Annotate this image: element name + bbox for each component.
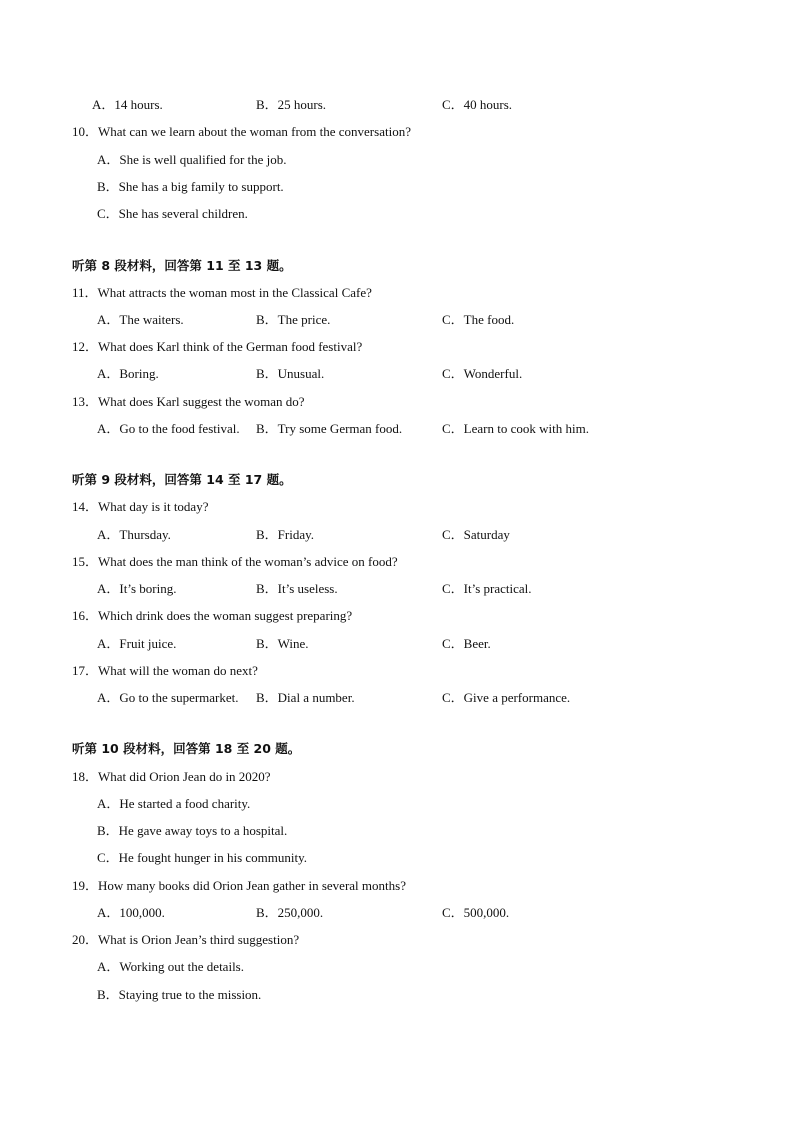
q9-option-b: B．25 hours. (256, 97, 327, 112)
q12-option-a: A．Boring. (97, 366, 159, 381)
q17-option-c: C．Give a performance. (442, 690, 571, 705)
q18-option-b: B．He gave away toys to a hospital. (97, 823, 288, 838)
q17-option-b: B．Dial a number. (256, 690, 355, 705)
q14-option-a: A．Thursday. (97, 527, 171, 542)
q15-option-c: C．It’s practical. (442, 581, 532, 596)
q10-question: 10．What can we learn about the woman from the conversation? (72, 124, 411, 139)
q9-option-a: A．14 hours. (92, 97, 163, 112)
q10-option-a: A．She is well qualified for the job. (97, 152, 287, 167)
q14-option-c: C．Saturday (442, 527, 510, 542)
q12-option-c: C．Wonderful. (442, 366, 523, 381)
q16-question: 16．Which drink does the woman suggest preparing? (72, 608, 353, 623)
q13-option-a: A．Go to the food festival. (97, 421, 240, 436)
q11-option-c: C．The food. (442, 312, 515, 327)
q19-option-c: C．500,000. (442, 905, 510, 920)
q12-option-b: B．Unusual. (256, 366, 325, 381)
section-10-heading: 听第 10 段材料，回答第 18 至 20 题。 (72, 741, 301, 756)
q16-option-c: C．Beer. (442, 636, 491, 651)
section-8-heading: 听第 8 段材料，回答第 11 至 13 题。 (72, 258, 292, 273)
q20-option-a: A．Working out the details. (97, 959, 244, 974)
q18-question: 18．What did Orion Jean do in 2020? (72, 769, 271, 784)
q18-option-a: A．He started a food charity. (97, 796, 251, 811)
q19-option-a: A．100,000. (97, 905, 165, 920)
q15-option-a: A．It’s boring. (97, 581, 177, 596)
q11-option-a: A．The waiters. (97, 312, 184, 327)
q14-option-b: B．Friday. (256, 527, 315, 542)
q11-question: 11．What attracts the woman most in the Classical Cafe? (72, 285, 372, 300)
q11-option-b: B．The price. (256, 312, 331, 327)
q13-question: 13．What does Karl suggest the woman do? (72, 394, 305, 409)
section-9-heading: 听第 9 段材料，回答第 14 至 17 题。 (72, 472, 292, 487)
q16-option-a: A．Fruit juice. (97, 636, 177, 651)
q19-question: 19．How many books did Orion Jean gather in several months? (72, 878, 406, 893)
q15-option-b: B．It’s useless. (256, 581, 338, 596)
q12-question: 12．What does Karl think of the German food festival? (72, 339, 363, 354)
q15-question: 15．What does the man think of the woman’s advice on food? (72, 554, 398, 569)
q14-question: 14．What day is it today? (72, 499, 209, 514)
q19-option-b: B．250,000. (256, 905, 324, 920)
q17-question: 17．What will the woman do next? (72, 663, 258, 678)
q17-option-a: A．Go to the supermarket. (97, 690, 239, 705)
q10-option-b: B．She has a big family to support. (97, 179, 284, 194)
q18-option-c: C．He fought hunger in his community. (97, 850, 308, 865)
q16-option-b: B．Wine. (256, 636, 309, 651)
q9-option-c: C．40 hours. (442, 97, 513, 112)
q13-option-b: B．Try some German food. (256, 421, 403, 436)
q20-question: 20．What is Orion Jean’s third suggestion? (72, 932, 300, 947)
q13-option-c: C．Learn to cook with him. (442, 421, 589, 436)
q10-option-c: C．She has several children. (97, 206, 248, 221)
q20-option-b: B．Staying true to the mission. (97, 987, 262, 1002)
